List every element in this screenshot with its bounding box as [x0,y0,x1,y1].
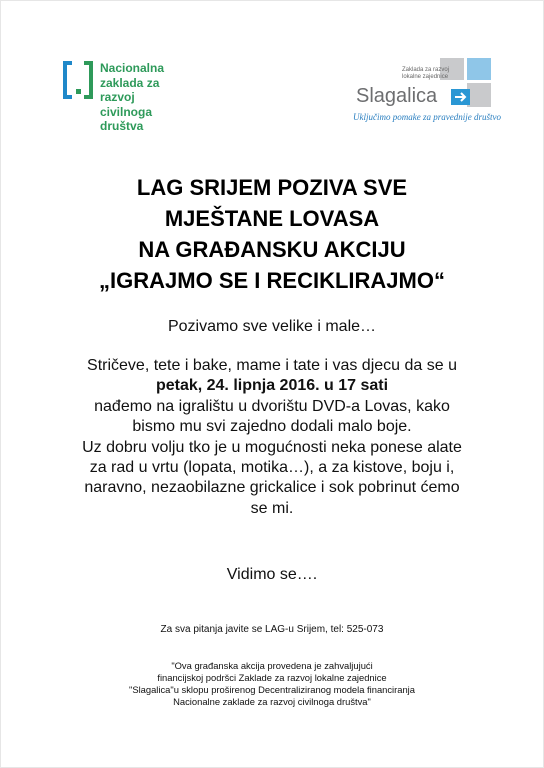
contact-info: Za sva pitanja javite se LAG-u Srijem, tel: 525-073 [160,624,384,635]
title-line: NA GRAĐANSKU AKCIJU [138,237,406,262]
slagalica-tagline: Uključimo pomake za pravednije društvo [353,112,501,122]
paragraph-line: nađemo na igralištu u dvorištu DVD-a Lovas, kako [94,397,450,415]
intro-text: Pozivamo sve velike i male… [167,318,377,335]
logo-left-line: razvoj [100,90,135,104]
logo-left-line: društva [100,119,144,133]
title-line: „IGRAJMO SE I RECIKLIRAJMO“ [99,268,445,293]
funding-footnote [0,660,544,708]
main-paragraph [30,356,514,519]
paragraph-line: bismo mu svi zajedno dodali malo boje. [132,418,412,436]
slagalica-wordmark: Slagalica [356,85,438,107]
slagalica-small-line: lokalne zajednice [402,74,449,80]
footnote-line: "Ova građanska akcija provedena je zahvaljujući [171,660,373,671]
slagalica-small-line: Zaklada za razvoj [402,67,450,73]
logo-left-line: zaklada za [100,75,160,90]
paragraph-line: Stričeve, tete i bake, mame i tate i vas djecu da se u [87,357,457,374]
closing-text: Vidimo se…. [226,566,318,583]
title-line: LAG SRIJEM POZIVA SVE [136,175,408,200]
logo-left-line: Nacionalna [100,61,165,75]
footnote-line: "Slagalica"u sklopu proširenog Decentraliziranog modela financiranja [129,684,415,695]
paragraph-line: naravno, nezaobilazne grickalice i sok pobrinut ćemo [84,479,460,497]
footnote-line: Nacionalne zaklade za razvoj civilnoga društva" [173,696,371,707]
arrow-right-icon [451,89,470,105]
invitation-title [0,172,544,296]
logo-left-line: civilnoga [100,104,153,119]
paragraph-line: za rad u vrtu (lopata, motika…), a za kistove, boju i, [89,459,455,477]
nacionalna-zaklada-logo [58,56,198,136]
bracket-logo-icon [62,60,98,100]
slagalica-small-text [402,67,449,81]
event-date-time: petak, 24. lipnja 2016. u 17 sati [155,377,389,395]
slagalica-logo [350,56,510,126]
paragraph-line: se mi. [250,499,294,517]
footnote-line: financijskoj podršci Zaklade za razvoj lokalne zajednice [157,672,387,683]
title-line: MJEŠTANE LOVASA [164,206,380,231]
paragraph-line: Uz dobru volju tko je u mogućnosti neka ponese alate [82,438,462,456]
logo-left-text [100,61,164,134]
